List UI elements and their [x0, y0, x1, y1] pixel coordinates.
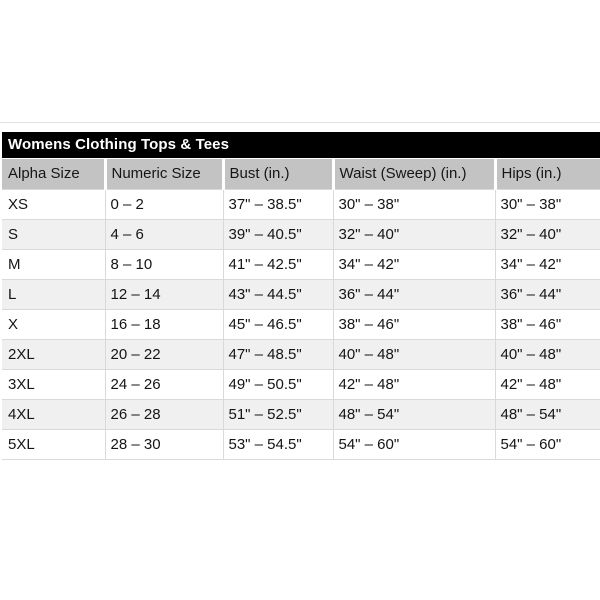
cell-numeric: 4 – 6: [105, 219, 223, 249]
cell-bust: 43" – 44.5": [223, 279, 333, 309]
col-header-waist: Waist (Sweep) (in.): [333, 159, 495, 189]
table-row-4xl: [2, 399, 600, 429]
size-chart: [2, 132, 600, 460]
cell-numeric: 24 – 26: [105, 369, 223, 399]
cell-waist: 40" – 48": [333, 339, 495, 369]
cell-alpha: M: [2, 249, 105, 279]
cell-hips: 54" – 60": [495, 429, 600, 459]
cell-alpha: X: [2, 309, 105, 339]
cell-hips: 42" – 48": [495, 369, 600, 399]
cell-numeric: 20 – 22: [105, 339, 223, 369]
table-row-s: [2, 219, 600, 249]
cell-alpha: 3XL: [2, 369, 105, 399]
table-row-l: [2, 279, 600, 309]
size-table: [2, 159, 600, 460]
cell-waist: 48" – 54": [333, 399, 495, 429]
cell-numeric: 28 – 30: [105, 429, 223, 459]
cell-numeric: 16 – 18: [105, 309, 223, 339]
size-table-body: [2, 189, 600, 459]
cell-alpha: 2XL: [2, 339, 105, 369]
cell-bust: 53" – 54.5": [223, 429, 333, 459]
cell-numeric: 26 – 28: [105, 399, 223, 429]
cell-waist: 34" – 42": [333, 249, 495, 279]
table-row-3xl: [2, 369, 600, 399]
col-header-alpha-size: Alpha Size: [2, 159, 105, 189]
cell-bust: 41" – 42.5": [223, 249, 333, 279]
cell-bust: 45" – 46.5": [223, 309, 333, 339]
cell-hips: 30" – 38": [495, 189, 600, 219]
cell-hips: 36" – 44": [495, 279, 600, 309]
cell-waist: 54" – 60": [333, 429, 495, 459]
cell-waist: 42" – 48": [333, 369, 495, 399]
col-header-numeric-size: Numeric Size: [105, 159, 223, 189]
cell-hips: 32" – 40": [495, 219, 600, 249]
cell-numeric: 0 – 2: [105, 189, 223, 219]
top-divider-line: [0, 122, 600, 123]
cell-alpha: L: [2, 279, 105, 309]
cell-alpha: XS: [2, 189, 105, 219]
cell-hips: 38" – 46": [495, 309, 600, 339]
cell-numeric: 12 – 14: [105, 279, 223, 309]
col-header-bust: Bust (in.): [223, 159, 333, 189]
table-row-x: [2, 309, 600, 339]
cell-bust: 39" – 40.5": [223, 219, 333, 249]
cell-alpha: 5XL: [2, 429, 105, 459]
table-row-5xl: [2, 429, 600, 459]
cell-bust: 51" – 52.5": [223, 399, 333, 429]
cell-waist: 38" – 46": [333, 309, 495, 339]
cell-hips: 48" – 54": [495, 399, 600, 429]
table-row-m: [2, 249, 600, 279]
cell-bust: 37" – 38.5": [223, 189, 333, 219]
cell-waist: 32" – 40": [333, 219, 495, 249]
cell-waist: 36" – 44": [333, 279, 495, 309]
size-table-header: [2, 159, 600, 189]
size-chart-title: Womens Clothing Tops & Tees: [2, 132, 600, 158]
cell-waist: 30" – 38": [333, 189, 495, 219]
table-row-2xl: [2, 339, 600, 369]
cell-bust: 47" – 48.5": [223, 339, 333, 369]
cell-alpha: S: [2, 219, 105, 249]
cell-hips: 40" – 48": [495, 339, 600, 369]
cell-bust: 49" – 50.5": [223, 369, 333, 399]
col-header-hips: Hips (in.): [495, 159, 600, 189]
cell-hips: 34" – 42": [495, 249, 600, 279]
cell-alpha: 4XL: [2, 399, 105, 429]
header-row: [2, 159, 600, 189]
table-row-xs: [2, 189, 600, 219]
cell-numeric: 8 – 10: [105, 249, 223, 279]
